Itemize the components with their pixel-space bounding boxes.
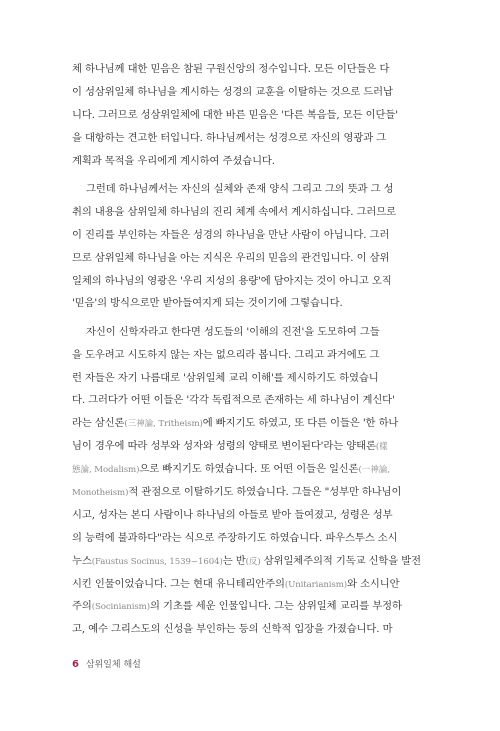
text-line (72, 618, 428, 641)
annotation-text: (反) (245, 556, 261, 567)
line-text: 취의 내용을 삼위일체 하나님의 진리 체계 속에서 계시하십니다. 그러므로 (72, 205, 396, 218)
text-line (72, 389, 428, 412)
text-line (72, 435, 428, 458)
line-text: 는 반 (222, 554, 246, 567)
line-text: 런 자들은 자기 나름대로 '삼위일체 교리 이해'를 제시하기도 하였습니 (72, 371, 379, 384)
text-line (72, 224, 428, 247)
line-text: '믿음'의 방식으로만 받아들여지게 되는 것이기에 그렇습니다. (72, 297, 343, 310)
text-line (72, 81, 428, 104)
text-line (72, 458, 428, 481)
text-line (72, 58, 428, 81)
line-text: 에 빠지기도 하였고, 또 다른 이들은 '한 하나 (202, 417, 399, 430)
line-text: 으로 빠지기도 하였습니다. 또 어떤 이들은 일신론 (139, 463, 359, 476)
annotation-text: (Socinianism) (91, 602, 150, 613)
line-text: 의 능력에 불과하다"라는 식으로 주장하기도 하였습니다. 파우스투스 소시 (72, 531, 398, 544)
text-line (72, 321, 428, 344)
text-line (72, 504, 428, 527)
annotation-text: (樣 (375, 442, 388, 453)
text-line (72, 127, 428, 150)
line-text: 이 진리를 부인하는 자들은 성경의 하나님을 만난 사람이 아닙니다. 그러 (72, 228, 390, 241)
line-text: 누스 (72, 554, 92, 567)
line-text: 일체의 하나님의 영광은 '우리 지성의 용량'에 담아지는 것이 아니고 오직 (72, 274, 392, 287)
text-line (72, 595, 428, 618)
page-number: 6 (72, 659, 79, 670)
annotation-text: (Faustus Socinus, 1539~1604) (91, 556, 223, 567)
annotation-text: (Unitarianism) (284, 579, 348, 590)
text-line (72, 527, 428, 550)
paragraph (72, 178, 428, 315)
text-line (72, 247, 428, 270)
line-text: 을 대항하는 견고한 터입니다. 하나님께서는 성경으로 자신의 영광과 그 (72, 131, 387, 144)
text-line (72, 201, 428, 224)
line-text: 적 관점으로 이탈하기도 하였습니다. 그들은 "성부만 하나님이 (128, 486, 402, 499)
line-text: 삼위일체주의적 기독교 신학을 발전 (260, 554, 421, 567)
text-line (72, 412, 428, 435)
line-text: 라는 삼신론 (72, 417, 125, 430)
line-text: 므로 삼위일체 하나님을 아는 지식은 우리의 믿음의 관건입니다. 이 삼위 (72, 251, 390, 264)
line-text: 의 기초를 세운 인물입니다. 그는 삼위일체 교리를 부정하 (149, 600, 402, 613)
line-text: 시킨 인물이었습니다. 그는 현대 유니테리안주의 (72, 577, 285, 590)
line-text: 을 도우려고 시도하지 않는 자는 없으리라 봅니다. 그리고 과거에도 그 (72, 348, 380, 361)
text-line (72, 150, 428, 173)
text-line (72, 178, 428, 201)
line-text: 계획과 목적을 우리에게 계시하여 주셨습니다. (72, 154, 275, 167)
text-line (72, 367, 428, 390)
page-footer (72, 657, 141, 670)
text-line (72, 573, 428, 596)
line-text: 체 하나님께 대한 믿음은 참된 구원신앙의 정수입니다. 모든 이단들은 다 (72, 63, 390, 75)
annotation-text: (三神論, Tritheism) (124, 419, 203, 430)
annotation-text: 態論, Modalism) (72, 465, 140, 476)
line-text: 이 성삼위일체 하나님을 계시하는 성경의 교훈을 이탈하는 것으로 드러납 (72, 85, 393, 98)
paragraph (72, 321, 428, 641)
running-title: 삼위일체 해설 (85, 660, 141, 670)
text-line (72, 292, 428, 315)
line-text: 니다. 그러므로 성삼위일체에 대한 바른 믿음은 '다른 복음들, 모든 이단들' (72, 108, 398, 121)
annotation-text: Monotheism) (72, 488, 129, 499)
text-line (72, 550, 428, 573)
paragraph (72, 58, 428, 172)
line-text: 님이 경우에 따라 성부와 성자와 성령의 양태로 변이된다'라는 양태론 (72, 440, 376, 453)
text-line (72, 344, 428, 367)
line-text: 와 소시니안 (347, 577, 400, 590)
body-text (72, 58, 428, 641)
line-text: 그런데 하나님께서는 자신의 실체와 존재 양식 그리고 그의 뜻과 그 성 (86, 182, 394, 195)
text-line (72, 104, 428, 127)
annotation-text: (一神論, (358, 465, 390, 476)
line-text: 자신이 신학자라고 한다면 성도들의 '이해의 진전'을 도모하여 그들 (86, 325, 380, 338)
line-text: 고, 예수 그리스도의 신성을 부인하는 등의 신학적 입장을 가졌습니다. 마 (72, 623, 393, 636)
text-line (72, 481, 428, 504)
line-text: 시고, 성자는 본디 사람이나 하나님의 아들로 받아 들여졌고, 성령은 성부 (72, 508, 393, 521)
text-line (72, 270, 428, 293)
line-text: 다. 그러다가 어떤 이들은 '각각 독립적으로 존재하는 세 하나님이 계신다' (72, 394, 395, 407)
line-text: 주의 (72, 600, 92, 613)
